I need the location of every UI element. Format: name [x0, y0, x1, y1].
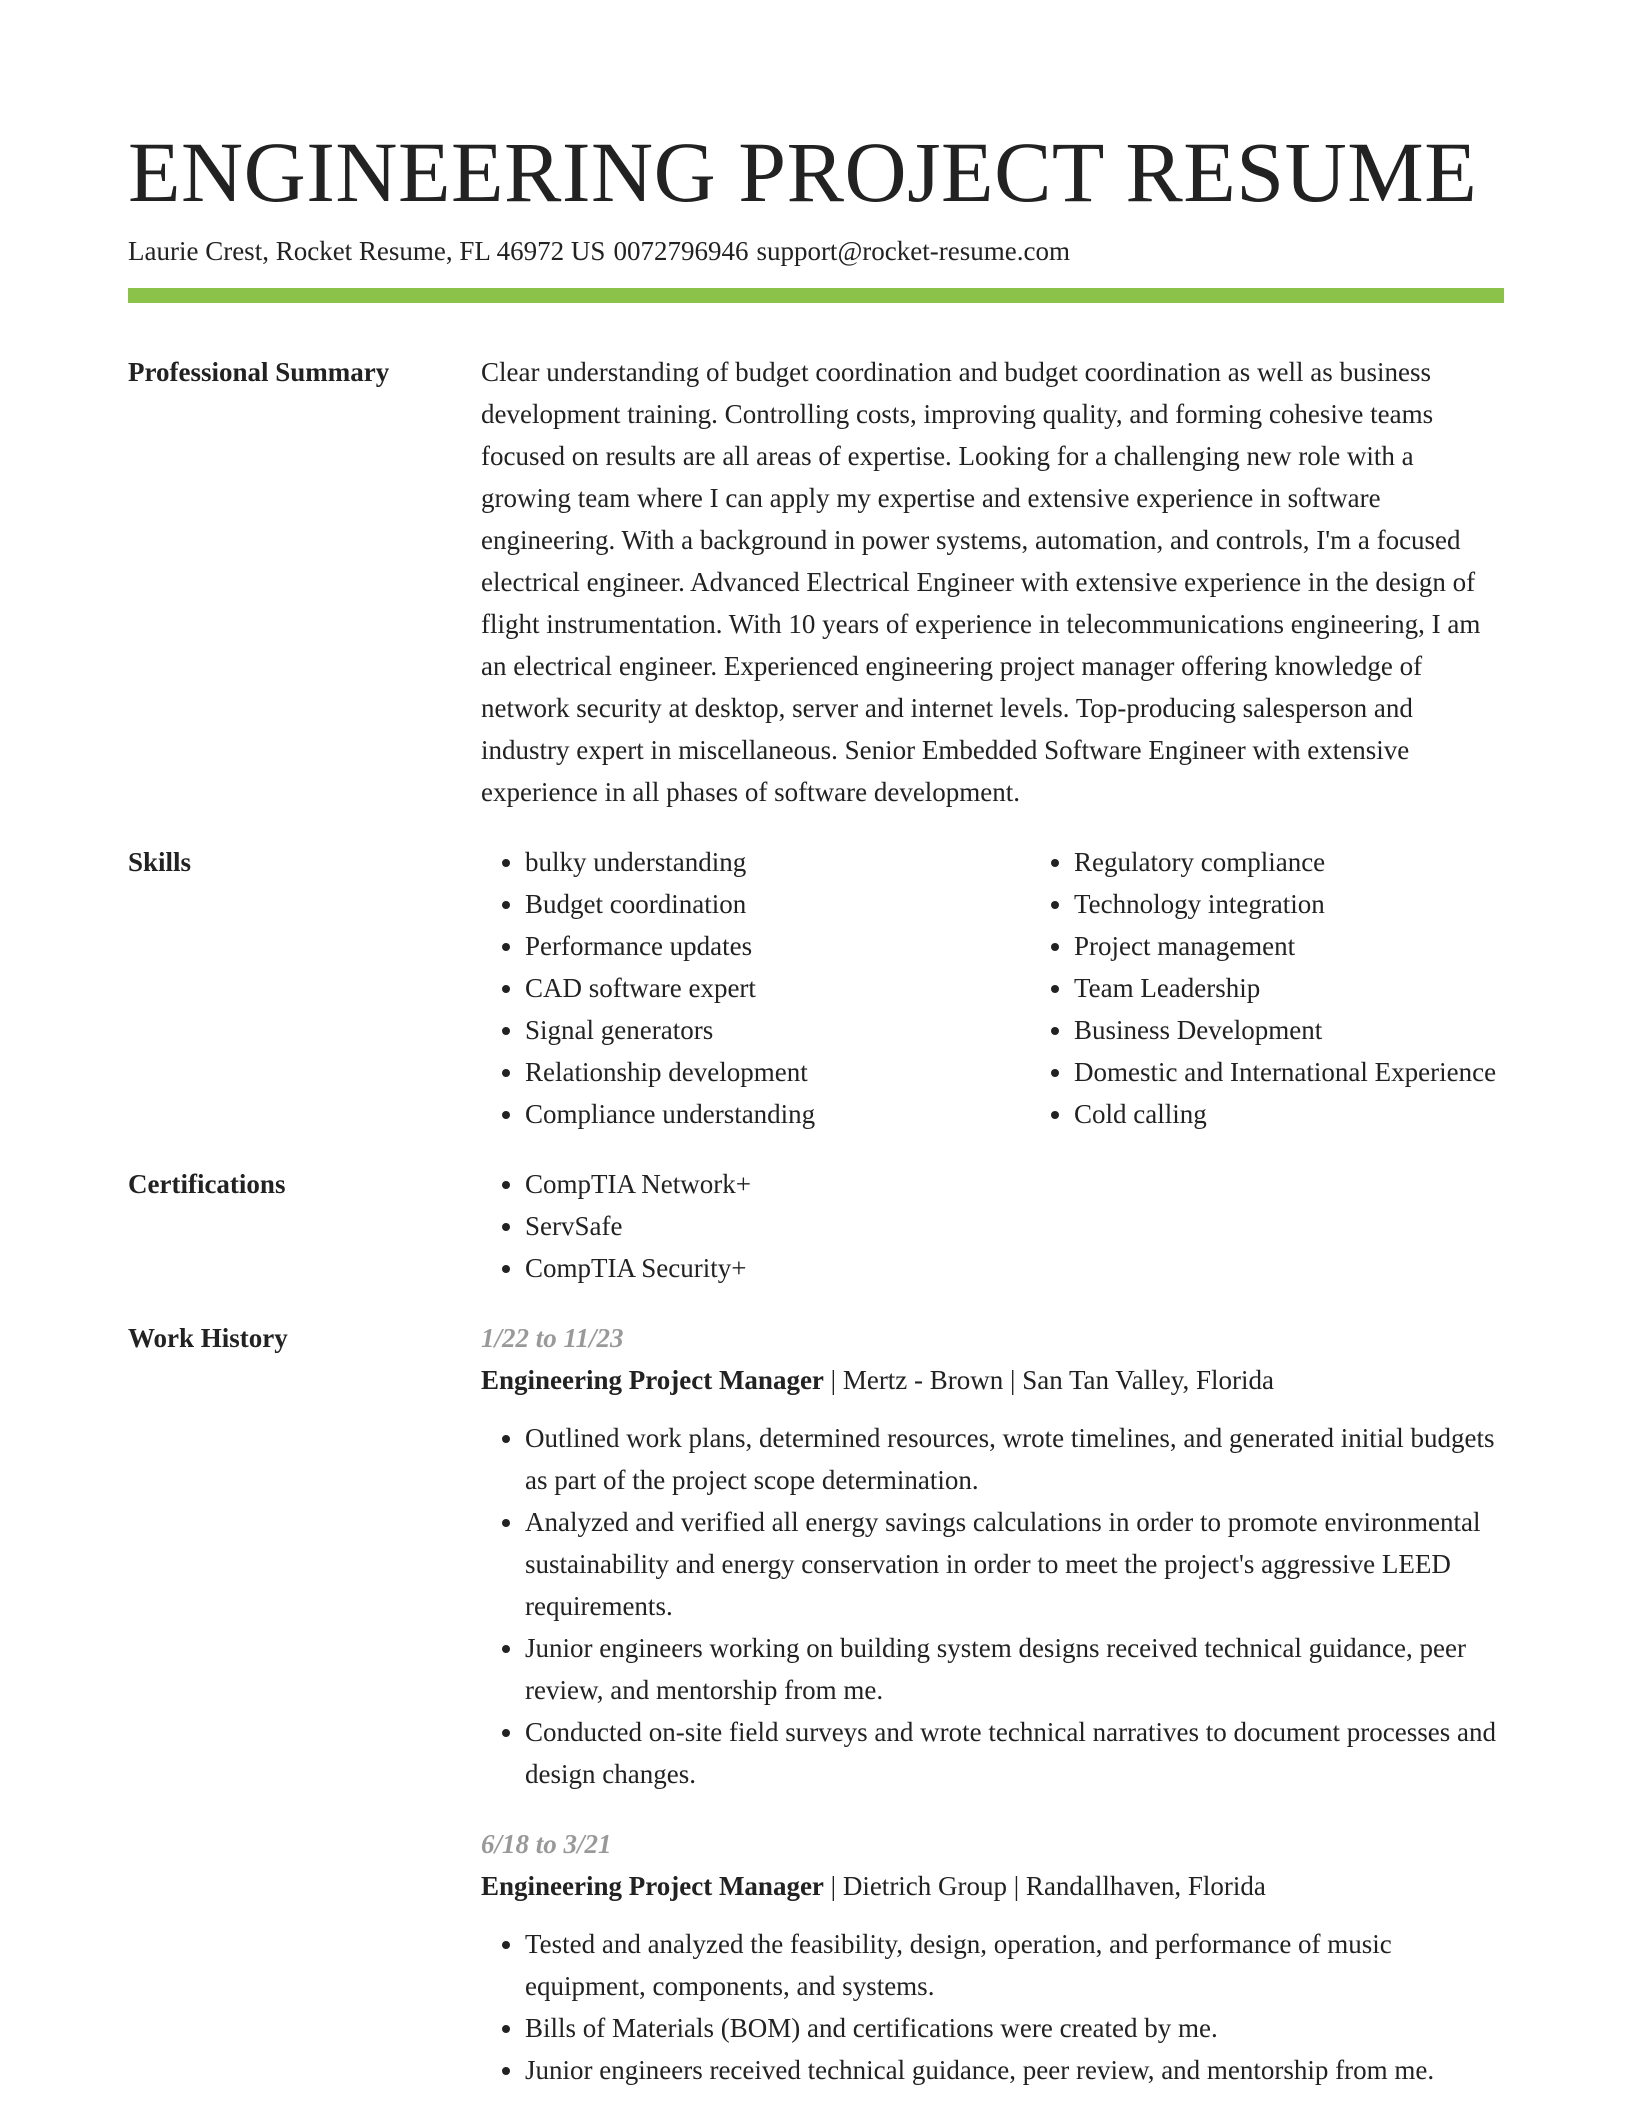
job-bullet: • Analyzed and verified all energy savings calculations in order to promote environmental sustainability and energy conservation in order to meet the project's aggressive LEED requirements. [525, 1501, 1504, 1627]
job-title-line [481, 1359, 1504, 1401]
summary-section [128, 351, 1504, 813]
skill-item: • Technology integration [1074, 883, 1579, 925]
certifications-list [481, 1163, 1504, 1289]
job-title: Engineering Project Manager [481, 1365, 824, 1395]
skills-section [128, 841, 1504, 1135]
job-bullet: • Bills of Materials (BOM) and certifications were created by me. [525, 2007, 1504, 2049]
job-entry [481, 1317, 1504, 1795]
skill-item: • Performance updates [525, 925, 1030, 967]
job-bullets [481, 1923, 1504, 2091]
resume-title: ENGINEERING PROJECT RESUME [128, 124, 1478, 220]
skill-item: • Budget coordination [525, 883, 1030, 925]
contact-address: Laurie Crest, Rocket Resume, FL 46972 US [128, 236, 606, 266]
accent-divider [128, 288, 1504, 303]
skills-list-right [1030, 841, 1579, 1135]
job-bullet: • Outlined work plans, determined resources, wrote timelines, and generated initial budgets as part of the project scope determination. [525, 1417, 1504, 1501]
work-history-label: Work History [128, 1323, 288, 1353]
skills-body [481, 841, 1579, 1135]
summary-label: Professional Summary [128, 357, 390, 387]
job-dates: 1/22 to 11/23 [481, 1323, 624, 1353]
contact-phone: 0072796946 [613, 236, 749, 266]
work-history-section [128, 1317, 1504, 2119]
job-bullet: • Conducted on-site field surveys and wrote technical narratives to document processes and design changes. [525, 1711, 1504, 1795]
certifications-body [481, 1163, 1504, 1289]
skill-item: • Team Leadership [1074, 967, 1579, 1009]
certifications-label: Certifications [128, 1169, 286, 1199]
skills-list-left [481, 841, 1030, 1135]
skill-item: • Business Development [1074, 1009, 1579, 1051]
skill-item: • Regulatory compliance [1074, 841, 1579, 883]
certification-item: • ServSafe [525, 1205, 1504, 1247]
skill-item: • Cold calling [1074, 1093, 1579, 1135]
job-entry [481, 1823, 1504, 2091]
skill-item: • Project management [1074, 925, 1579, 967]
job-title: Engineering Project Manager [481, 1871, 824, 1901]
certifications-section [128, 1163, 1504, 1289]
certification-item: • CompTIA Security+ [525, 1247, 1504, 1289]
job-bullet: • Junior engineers working on building system designs received technical guidance, peer review, and mentorship from me. [525, 1627, 1504, 1711]
summary-body [481, 351, 1504, 813]
skills-label: Skills [128, 847, 192, 877]
skill-item: • bulky understanding [525, 841, 1030, 883]
contact-line [128, 234, 1504, 268]
job-bullet: • Junior engineers received technical guidance, peer review, and mentorship from me. [525, 2049, 1504, 2091]
job-dates: 6/18 to 3/21 [481, 1829, 612, 1859]
skill-item: • Compliance understanding [525, 1093, 1030, 1135]
summary-text: Clear understanding of budget coordination and budget coordination as well as business development training. Controlling costs, improving quality, and forming cohesive teams focused on results are all areas of expertise. Looking for a challenging new role with a growing team where I can apply my expertise and extensive experience in software engineering. With a background in power systems, automation, and controls, I'm a focused electrical engineer. Advanced Electrical Engineer with extensive experience in the design of flight instrumentation. With 10 years of experience in telecommunications engineering, I am an electrical engineer. Experienced engineering project manager offering knowledge of network security at desktop, server and internet levels. Top-producing salesperson and industry expert in miscellaneous. Senior Embedded Software Engineer with extensive experience in all phases of software development. [481, 357, 1481, 807]
job-bullet: • Tested and analyzed the feasibility, design, operation, and performance of music equipment, components, and systems. [525, 1923, 1504, 2007]
work-history-body [481, 1317, 1504, 2119]
certification-item: • CompTIA Network+ [525, 1163, 1504, 1205]
job-bullets [481, 1417, 1504, 1795]
job-title-line [481, 1865, 1504, 1907]
skill-item: • CAD software expert [525, 967, 1030, 1009]
skill-item: • Signal generators [525, 1009, 1030, 1051]
skill-item: • Domestic and International Experience [1074, 1051, 1579, 1093]
skill-item: • Relationship development [525, 1051, 1030, 1093]
contact-email[interactable]: support@rocket-resume.com [756, 236, 1070, 266]
job-details: | Mertz - Brown | San Tan Valley, Florida [830, 1365, 1275, 1395]
job-details: | Dietrich Group | Randallhaven, Florida [830, 1871, 1266, 1901]
